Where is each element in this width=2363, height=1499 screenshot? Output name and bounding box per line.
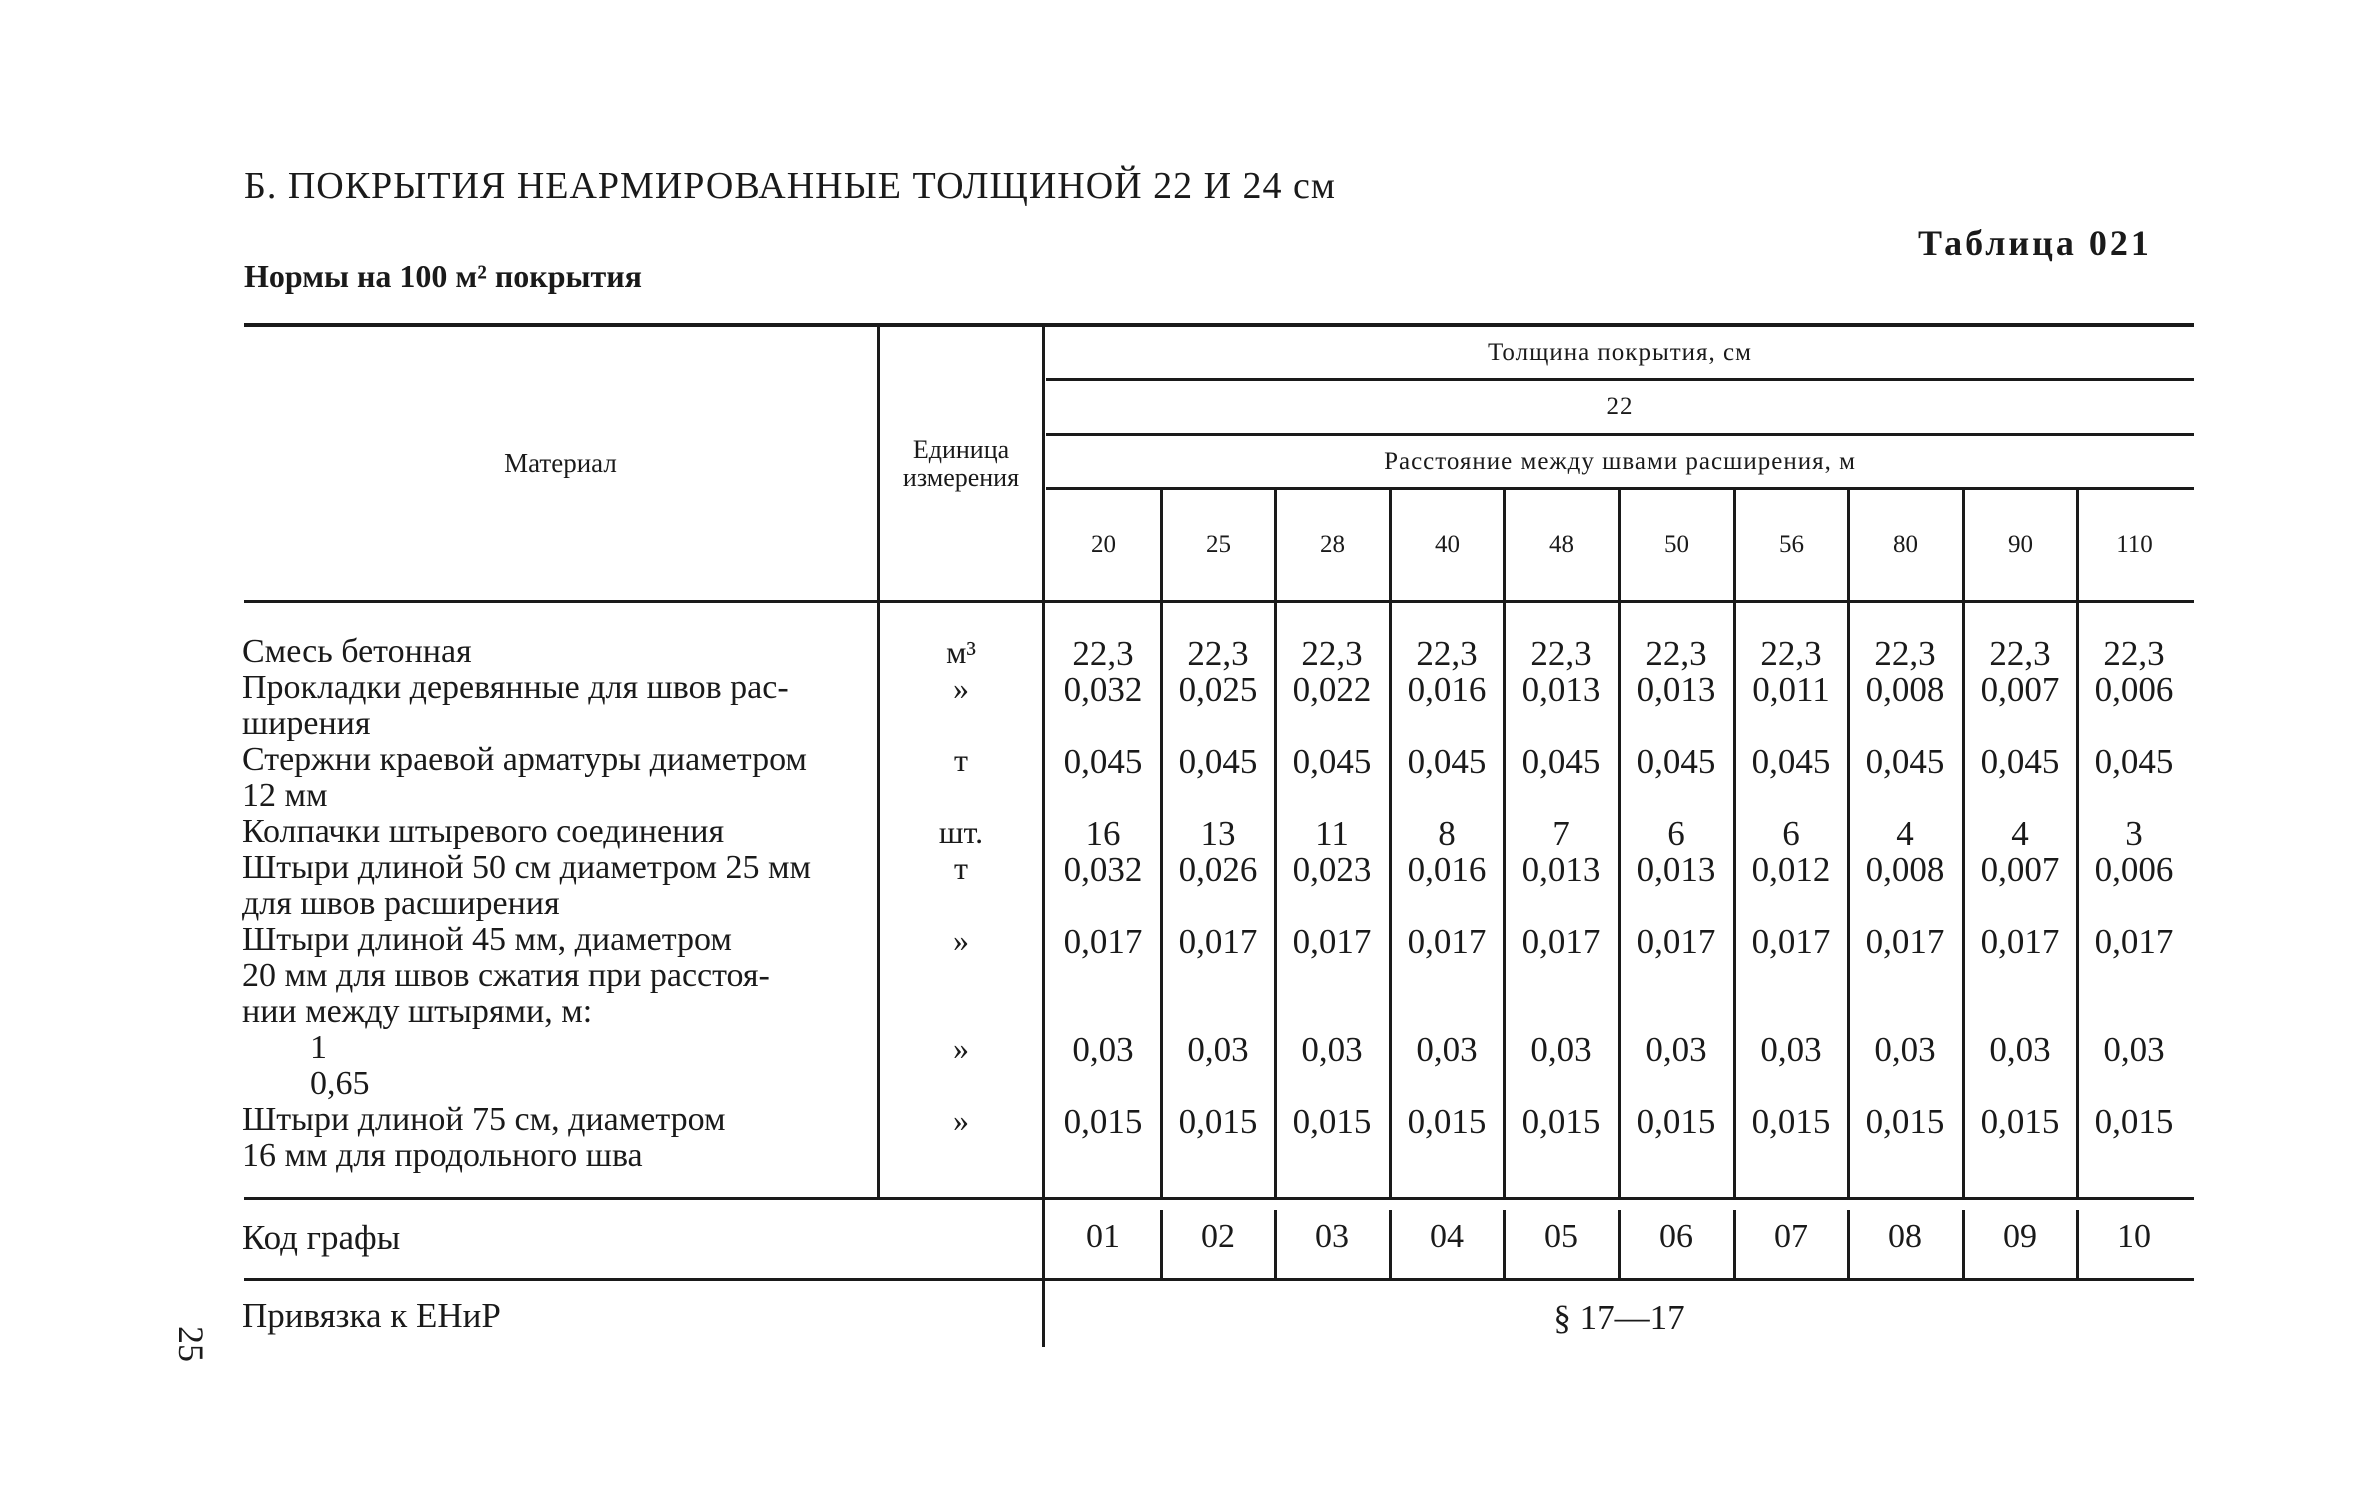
row-value-cell: 7: [1552, 814, 1570, 853]
row-value-cell: 0,045: [1407, 742, 1487, 781]
row-value-cell: 22,3: [1301, 634, 1363, 673]
header-thickness-value: 22: [1606, 393, 1634, 420]
row-material-label: [242, 1030, 860, 1102]
row-unit: »: [953, 670, 969, 706]
row-unit: шт.: [938, 814, 984, 850]
row-value-cell: 0,008: [1865, 850, 1945, 889]
row-material-line: 20 мм для швов сжатия при расстоя-: [242, 957, 770, 994]
row-value-cell: 0,012: [1751, 850, 1831, 889]
row-value-cell: 13: [1200, 814, 1236, 853]
code-cell: 10: [2117, 1218, 2151, 1255]
row-value-cell: 0,015: [1521, 1102, 1601, 1141]
row-unit: »: [953, 1030, 969, 1066]
row-value-cell: 0,032: [1063, 850, 1143, 889]
header-bottom-rule: [244, 600, 2194, 603]
row-value-cell: 0,015: [2094, 1102, 2174, 1141]
code-cell: 02: [1201, 1218, 1235, 1255]
unit-column-rule: [1042, 327, 1045, 1347]
row-value-cell: 0,015: [1751, 1102, 1831, 1141]
row-material-line: 16 мм для продольного шва: [242, 1137, 643, 1174]
row-value-cell: 16: [1085, 814, 1121, 853]
row-value-cell: 0,017: [1292, 922, 1372, 961]
header-unit-line1: Единица: [912, 434, 1010, 464]
row-value-cell: 0,045: [1980, 742, 2060, 781]
row-value-cell: 0,013: [1636, 850, 1716, 889]
table-label: Таблица 021: [1918, 223, 2152, 263]
row-value-cell: 0,03: [1760, 1030, 1822, 1069]
row-value-cell: 0,03: [1416, 1030, 1478, 1069]
row-value-cell: 0,045: [1521, 742, 1601, 781]
row-value-cell: 0,011: [1752, 670, 1830, 709]
row-value-cell: 0,017: [1521, 922, 1601, 961]
row-material-line: нии между штырями, м:: [242, 993, 593, 1030]
row-unit: »: [953, 922, 969, 958]
header-column-distance: 20: [1091, 531, 1116, 558]
row-value-cell: 11: [1315, 814, 1349, 853]
row-material-label: [242, 634, 860, 670]
row-value-cell: 6: [1782, 814, 1800, 853]
row-material-line: 0,65: [310, 1065, 370, 1102]
row-value-cell: 0,006: [2094, 850, 2174, 889]
row-value-cell: 0,03: [1874, 1030, 1936, 1069]
row-value-cell: 0,017: [1751, 922, 1831, 961]
row-material-label: [242, 814, 860, 850]
header-column-distance: 25: [1206, 531, 1231, 558]
page-number: 25: [171, 1326, 211, 1362]
row-material-line: для швов расширения: [242, 885, 560, 922]
row-value-cell: 0,017: [1980, 922, 2060, 961]
row-value-cell: 0,03: [1187, 1030, 1249, 1069]
row-value-cell: 0,017: [1865, 922, 1945, 961]
row-unit: м³: [946, 634, 976, 670]
row-material-line: Штыри длиной 75 см, диаметром: [242, 1101, 726, 1138]
row-value-cell: 0,017: [1636, 922, 1716, 961]
row-value-cell: 0,045: [1063, 742, 1143, 781]
row-value-cell: 0,032: [1063, 670, 1143, 709]
enir-value: § 17—17: [1553, 1298, 1685, 1337]
header-material: Материал: [504, 448, 617, 478]
row-value-cell: 0,013: [1636, 670, 1716, 709]
row-value-cell: 22,3: [1187, 634, 1249, 673]
row-value-cell: 22,3: [1874, 634, 1936, 673]
row-material-label: [242, 742, 860, 814]
row-value-cell: 0,013: [1521, 850, 1601, 889]
row-material-line: 1: [310, 1029, 327, 1066]
code-cell: 08: [1888, 1218, 1922, 1255]
code-cell: 09: [2003, 1218, 2037, 1255]
row-value-cell: 0,026: [1178, 850, 1258, 889]
header-column-distance: 80: [1893, 531, 1918, 558]
row-material-label: [242, 1102, 860, 1174]
row-value-cell: 22,3: [1072, 634, 1134, 673]
row-value-cell: 0,03: [1530, 1030, 1592, 1069]
header-column-distance: 40: [1435, 531, 1460, 558]
row-value-cell: 22,3: [2103, 634, 2165, 673]
header-thickness: Толщина покрытия, см: [1488, 338, 1752, 366]
code-row-label: Код графы: [242, 1218, 401, 1257]
row-value-cell: 0,016: [1407, 670, 1487, 709]
row-value-cell: 0,03: [1989, 1030, 2051, 1069]
row-material-line: Штыри длиной 45 мм, диаметром: [242, 921, 732, 958]
row-value-cell: 0,045: [1865, 742, 1945, 781]
code-cell: 06: [1659, 1218, 1693, 1255]
row-value-cell: 0,045: [1178, 742, 1258, 781]
row-value-cell: 0,045: [1751, 742, 1831, 781]
header-column-distance: 50: [1664, 531, 1689, 558]
row-value-cell: 0,023: [1292, 850, 1372, 889]
row-value-cell: 4: [1896, 814, 1914, 853]
row-value-cell: 0,015: [1063, 1102, 1143, 1141]
row-value-cell: 0,03: [1645, 1030, 1707, 1069]
row-value-cell: 0,015: [1636, 1102, 1716, 1141]
row-material-label: [242, 922, 860, 1030]
section-title: Б. ПОКРЫТИЯ НЕАРМИРОВАННЫЕ ТОЛЩИНОЙ 22 И 24 см: [244, 165, 1336, 207]
row-unit: т: [954, 742, 968, 778]
row-value-cell: 0,015: [1292, 1102, 1372, 1141]
header-unit: [880, 327, 1042, 600]
row-value-cell: 0,017: [2094, 922, 2174, 961]
row-value-cell: 4: [2011, 814, 2029, 853]
row-value-cell: 0,013: [1521, 670, 1601, 709]
header-column-distance: 48: [1549, 531, 1574, 558]
row-material-line: Стержни краевой арматуры диаметром: [242, 741, 807, 778]
row-value-cell: 0,008: [1865, 670, 1945, 709]
row-value-cell: 22,3: [1645, 634, 1707, 673]
row-value-cell: 22,3: [1416, 634, 1478, 673]
row-material-label: [242, 850, 860, 922]
row-value-cell: 0,015: [1980, 1102, 2060, 1141]
row-value-cell: 0,017: [1178, 922, 1258, 961]
row-material-line: Штыри длиной 50 см диаметром 25 мм: [242, 849, 812, 886]
row-value-cell: 0,045: [1636, 742, 1716, 781]
code-cell: 05: [1544, 1218, 1578, 1255]
row-value-cell: 0,015: [1407, 1102, 1487, 1141]
row-value-cell: 0,007: [1980, 670, 2060, 709]
row-material-line: Колпачки штыревого соединения: [242, 813, 725, 850]
row-value-cell: 0,03: [2103, 1030, 2165, 1069]
row-value-cell: 6: [1667, 814, 1685, 853]
row-material-line: 12 мм: [242, 777, 328, 814]
header-column-distance: 56: [1779, 531, 1804, 558]
row-value-cell: 0,015: [1865, 1102, 1945, 1141]
row-material-line: Смесь бетонная: [242, 633, 472, 670]
code-cell: 01: [1086, 1218, 1120, 1255]
row-value-cell: 22,3: [1530, 634, 1592, 673]
row-value-cell: 22,3: [1760, 634, 1822, 673]
enir-row-label: Привязка к ЕНиР: [242, 1296, 501, 1335]
row-value-cell: 0,016: [1407, 850, 1487, 889]
row-unit: »: [953, 1102, 969, 1138]
row-value-cell: 22,3: [1989, 634, 2051, 673]
row-value-cell: 8: [1438, 814, 1456, 853]
row-material-line: ширения: [242, 705, 371, 742]
row-value-cell: 3: [2125, 814, 2143, 853]
row-value-cell: 0,03: [1301, 1030, 1363, 1069]
header-unit-line2: измерения: [902, 462, 1020, 492]
row-material-line: Прокладки деревянные для швов рас-: [242, 669, 789, 706]
row-value-cell: 0,017: [1407, 922, 1487, 961]
code-cell: 07: [1774, 1218, 1808, 1255]
code-bottom-rule: [244, 1278, 2194, 1281]
row-material-label: [242, 670, 860, 742]
code-cell: 03: [1315, 1218, 1349, 1255]
body-bottom-rule: [244, 1197, 2194, 1200]
header-column-distance: 110: [2116, 531, 2153, 558]
row-value-cell: 0,045: [1292, 742, 1372, 781]
code-cell: 04: [1430, 1218, 1464, 1255]
row-value-cell: 0,045: [2094, 742, 2174, 781]
row-value-cell: 0,022: [1292, 670, 1372, 709]
row-value-cell: 0,017: [1063, 922, 1143, 961]
header-distance: Расстояние между швами расширения, м: [1384, 447, 1856, 475]
row-value-cell: 0,025: [1178, 670, 1258, 709]
norms-caption: Нормы на 100 м² покрытия: [244, 258, 642, 294]
row-value-cell: 0,03: [1072, 1030, 1134, 1069]
row-value-cell: 0,006: [2094, 670, 2174, 709]
row-unit: т: [954, 850, 968, 886]
header-column-distance: 28: [1320, 531, 1345, 558]
header-column-distance: 90: [2008, 531, 2033, 558]
row-value-cell: 0,007: [1980, 850, 2060, 889]
row-value-cell: 0,015: [1178, 1102, 1258, 1141]
